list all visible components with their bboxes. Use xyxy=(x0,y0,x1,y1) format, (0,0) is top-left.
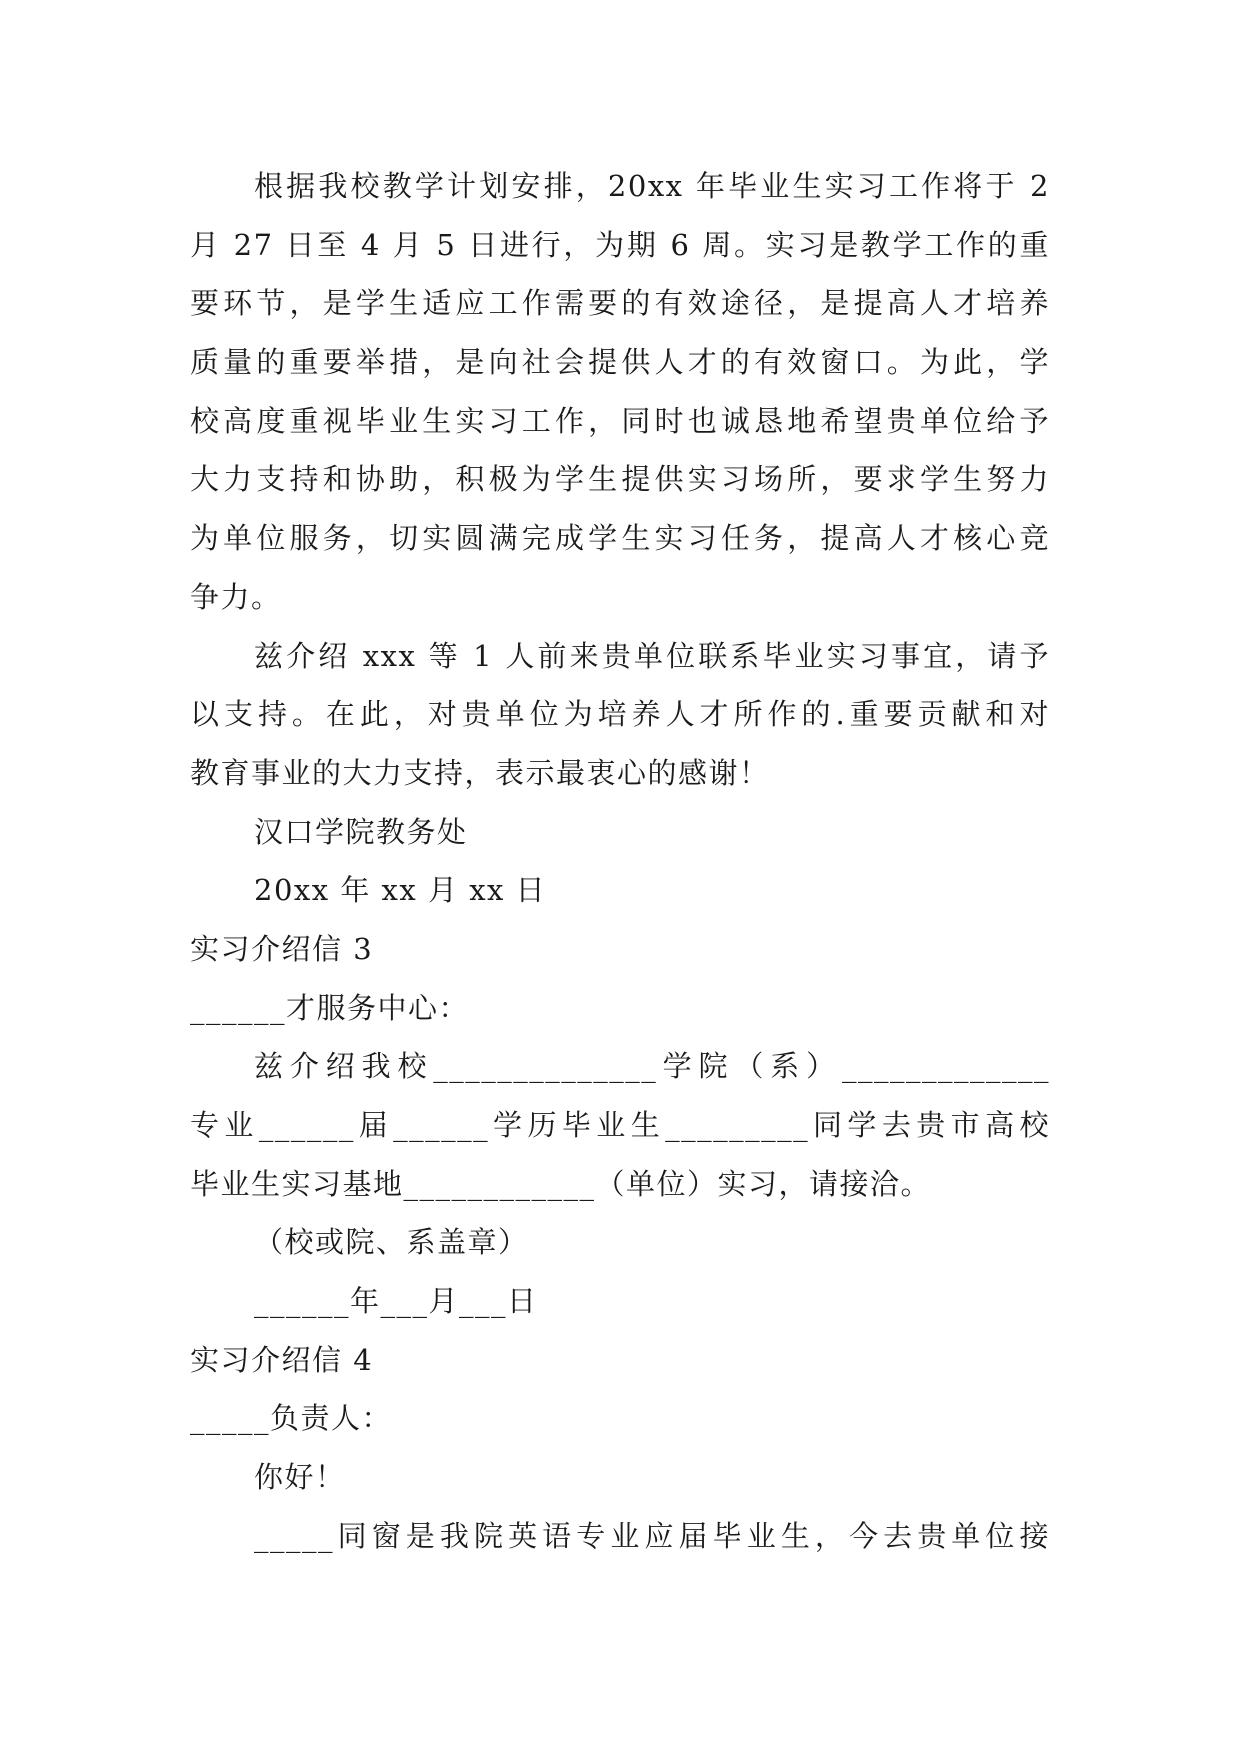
paragraph-line: 月 27 日至 4 月 5 日进行，为期 6 周。实习是教学工作的重 xyxy=(190,227,1050,262)
letter-heading: 实习介绍信 4 xyxy=(190,1342,374,1377)
paragraph-line: 要环节，是学生适应工作需要的有效途径，是提高人才培养 xyxy=(190,286,1050,321)
letter-date: 20xx 年 xx 月 xx 日 xyxy=(254,873,547,908)
letter-date: ______年___月___日 xyxy=(254,1284,538,1319)
paragraph-line: _____同窗是我院英语专业应届毕业生，今去贵单位接 xyxy=(254,1518,1050,1553)
paragraph-line: 大力支持和协助，积极为学生提供实习场所，要求学生努力 xyxy=(190,462,1050,497)
document-page xyxy=(190,157,1050,1566)
signature: 汉口学院教务处 xyxy=(254,814,468,849)
paragraph-line: 以支持。在此，对贵单位为培养人才所作的.重要贡献和对 xyxy=(190,697,1050,732)
paragraph-line: 为单位服务，切实圆满完成学生实习任务，提高人才核心竞 xyxy=(190,521,1050,556)
paragraph-line: 根据我校教学计划安排，20xx 年毕业生实习工作将于 2 xyxy=(254,169,1050,203)
paragraph-line: 毕业生实习基地____________（单位）实习，请接洽。 xyxy=(190,1166,932,1201)
stamp-note: （校或院、系盖章） xyxy=(254,1225,529,1260)
paragraph-line: 质量的重要举措，是向社会提供人才的有效窗口。为此，学 xyxy=(190,345,1050,380)
paragraph-line: 教育事业的大力支持，表示最衷心的感谢！ xyxy=(190,755,770,790)
paragraph-line: 专业______届______学历毕业生_________同学去贵市高校 xyxy=(190,1108,1050,1142)
salutation: ______才服务中心： xyxy=(190,990,470,1025)
salutation: _____负责人： xyxy=(190,1401,393,1436)
paragraph-line: 争力。 xyxy=(190,579,282,614)
greeting: 你好！ xyxy=(254,1460,346,1495)
paragraph-line: 兹介绍 xxx 等 1 人前来贵单位联系毕业实习事宜，请予 xyxy=(254,638,1050,673)
letter-heading: 实习介绍信 3 xyxy=(190,931,374,966)
paragraph-line: 兹介绍我校______________学院（系）_____________ xyxy=(254,1049,1050,1084)
paragraph-line: 校高度重视毕业生实习工作，同时也诚恳地希望贵单位给予 xyxy=(190,403,1050,438)
